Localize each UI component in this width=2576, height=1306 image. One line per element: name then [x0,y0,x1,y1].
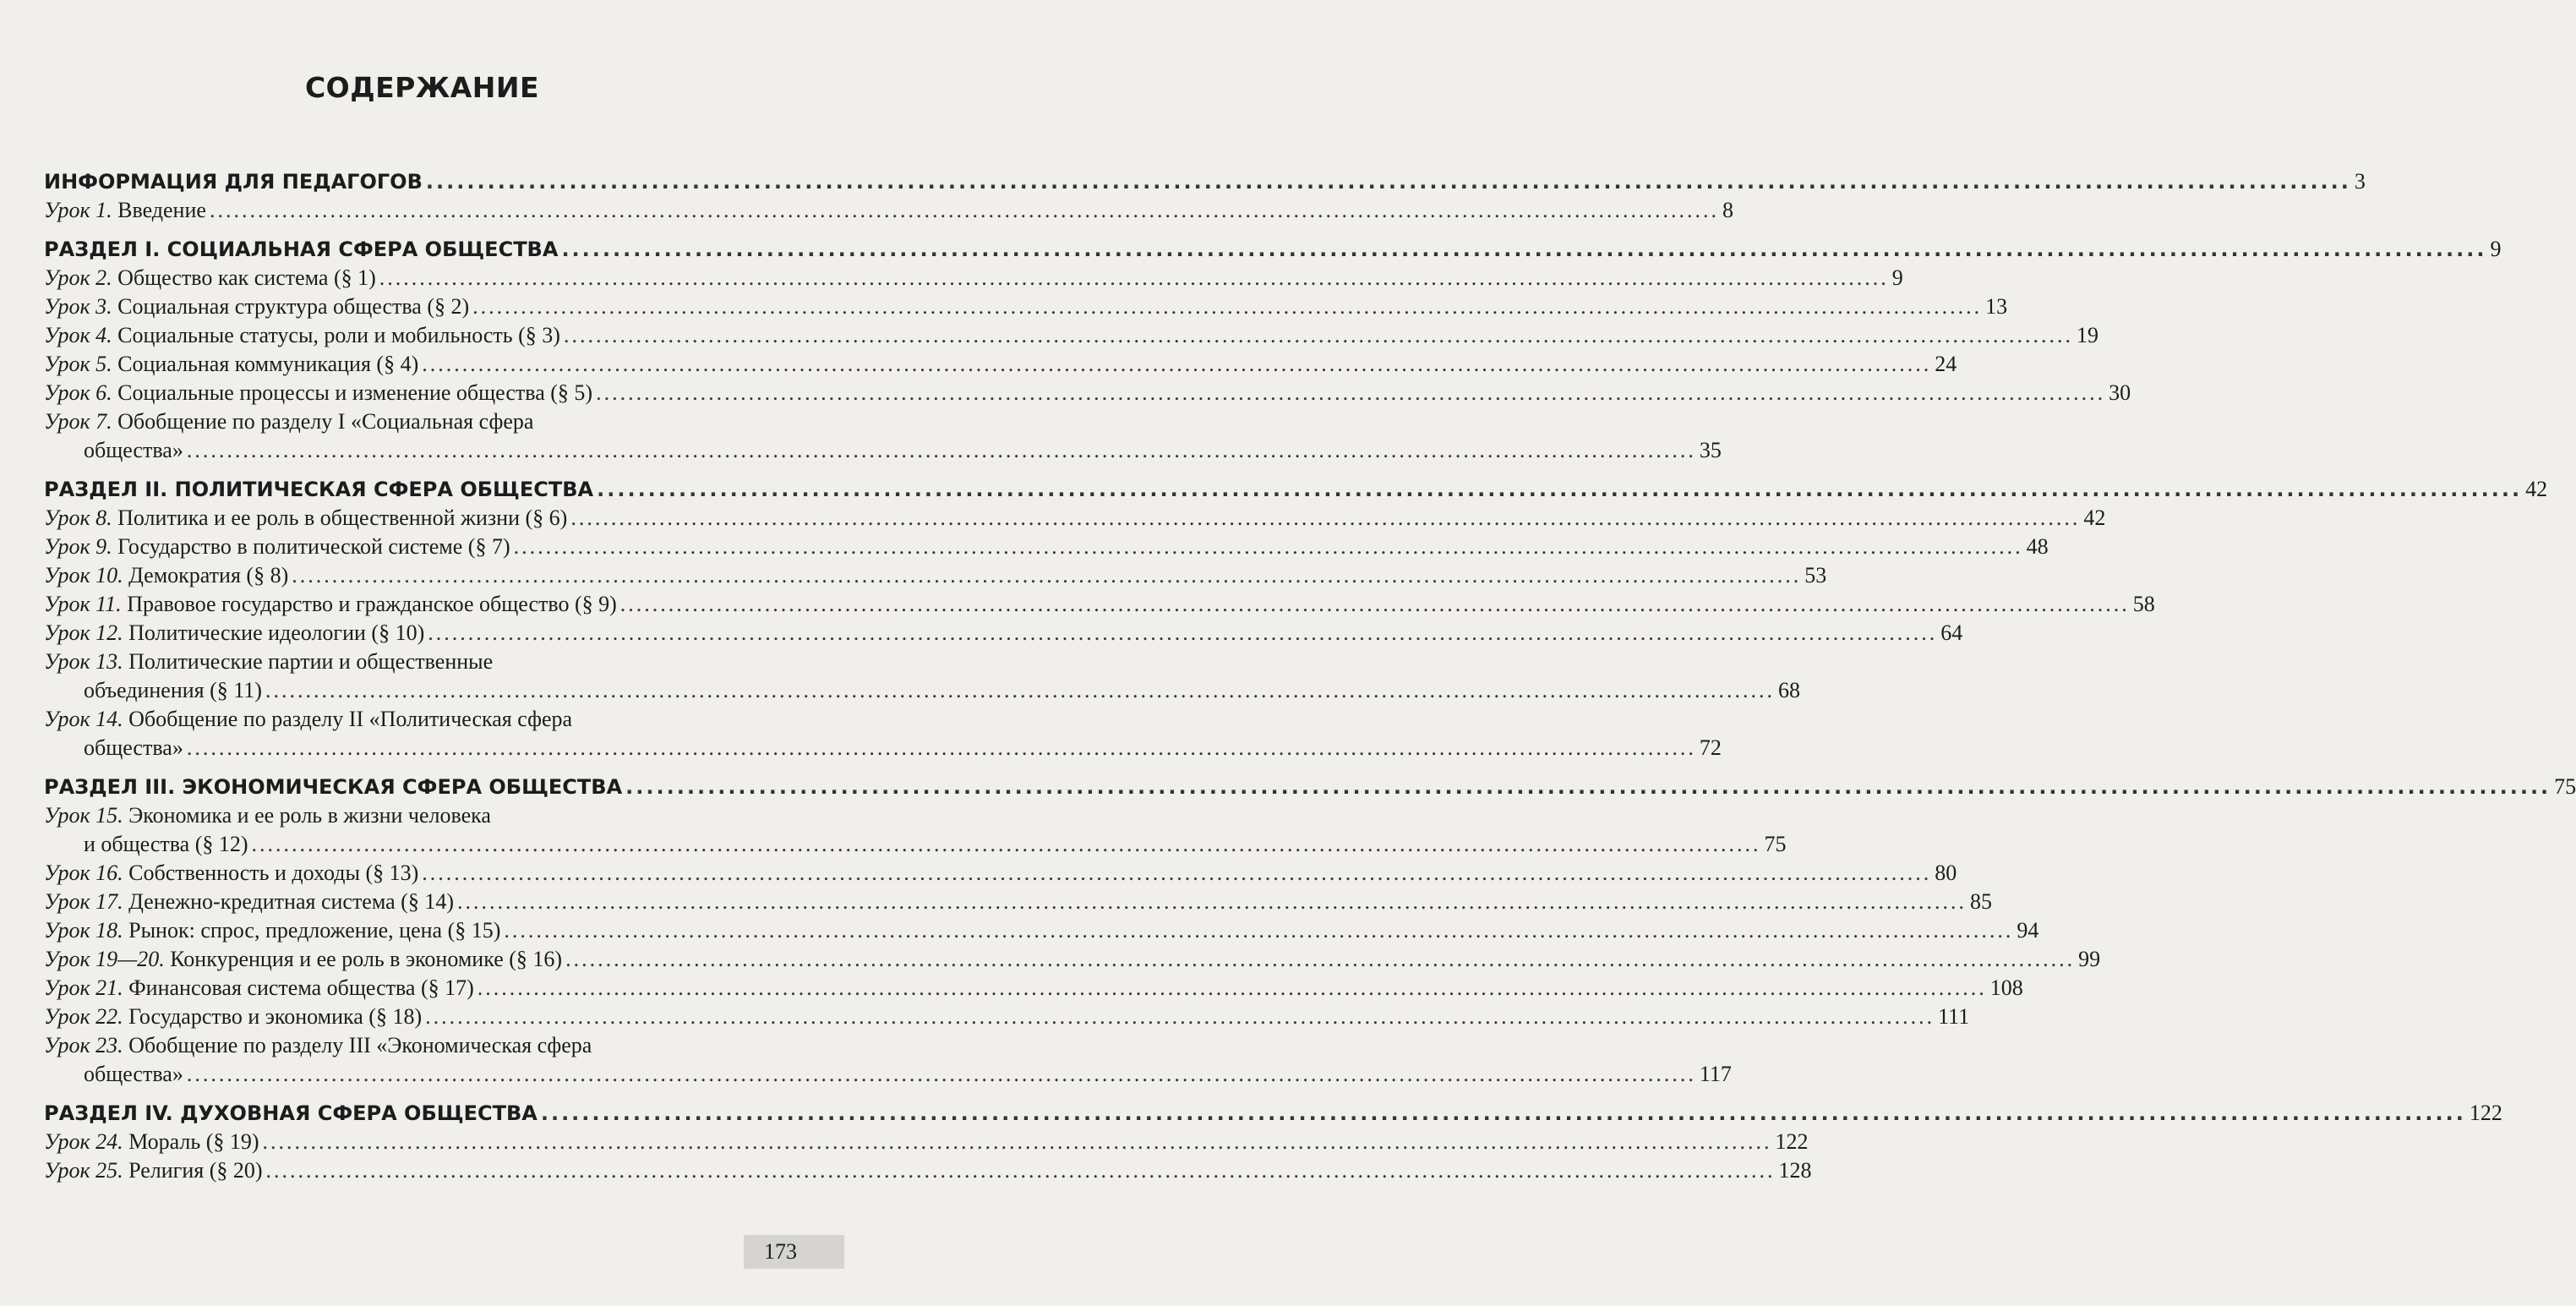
lesson-label: Урок 10. [44,563,123,587]
lesson-label: Урок 4. [44,323,112,347]
lesson-label: Урок 24. [44,1129,123,1154]
lesson-label: Урок 3. [44,294,112,319]
dot-leader: ............................................................................................................................................................................................ [540,1101,2466,1125]
toc-section-2[interactable] [44,475,2548,504]
lesson-label: Урок 8. [44,505,112,530]
lesson-title-continued: общества» [84,735,183,760]
toc-section-info[interactable] [44,167,2366,196]
lesson-label: Урок 12. [44,620,123,645]
lesson-title: Общество как система (§ 1) [112,265,376,290]
lesson-title: Мораль (§ 19) [123,1129,259,1154]
toc-section-3[interactable] [44,773,2576,801]
page-number: 80 [1935,861,1957,885]
page-number: 75 [1764,832,1787,856]
toc-entry-lesson-8[interactable] [44,504,2106,533]
lesson-title: Демократия (§ 8) [123,563,289,587]
lesson-label: Урок 1. [44,198,112,222]
lesson-title-continued: объединения (§ 11) [84,678,262,702]
page-number: 75 [2554,774,2576,799]
page-number: 42 [2525,477,2548,501]
lesson-label: Урок 21. [44,975,123,1000]
dot-leader: ............................................................................................................................................................................................ [265,1158,1776,1183]
page-number: 3 [2354,169,2366,194]
lesson-title: Социальные статусы, роли и мобильность (§ 3) [112,323,560,347]
lesson-label: Урок 19—20. [44,947,165,971]
toc-entry-lesson-12[interactable] [44,619,1963,648]
toc-entry-lesson-1[interactable] [44,196,1733,225]
toc-section-4[interactable] [44,1099,2502,1128]
lesson-label: Урок 22. [44,1004,123,1029]
lesson-label: Урок 15. [44,803,123,828]
toc-entry-lesson-23[interactable] [44,1031,1732,1089]
page-title: СОДЕРЖАНИЕ [304,71,540,104]
lesson-title: Экономика и ее роль в жизни человека [123,803,491,828]
lesson-title-continued: и общества (§ 12) [84,832,248,856]
page-number: 9 [1891,265,1903,290]
dot-leader: ............................................................................................................................................................................................ [477,975,1987,1000]
lesson-label: Урок 7. [44,409,112,434]
toc-entry-lesson-25[interactable] [44,1156,1812,1185]
toc-entry-lesson-6[interactable] [44,379,2131,407]
page-number: 68 [1777,678,1800,702]
page-number: 94 [2017,918,2039,943]
dot-leader: ............................................................................................................................................................................................ [265,678,1775,702]
section-title: РАЗДЕЛ I. СОЦИАЛЬНАЯ СФЕРА ОБЩЕСТВА [44,238,559,261]
lesson-title: Социальная коммуникация (§ 4) [112,352,419,376]
dot-leader: ............................................................................................................................................................................................ [570,505,2081,530]
page-number: 48 [2026,534,2049,559]
table-of-contents [44,167,2576,1185]
page-number: 99 [2078,947,2101,971]
page-number: 64 [1940,620,1963,645]
lesson-title: Финансовая система общества (§ 17) [123,975,474,1000]
toc-entry-lesson-22[interactable] [44,1003,1970,1031]
dot-leader: ............................................................................................................................................................................................ [456,889,1967,914]
page-number: 8 [1722,198,1733,222]
lesson-label: Урок 17. [44,889,123,914]
toc-entry-lesson-7[interactable] [44,407,1722,465]
lesson-label: Урок 13. [44,649,123,674]
lesson-label: Урок 18. [44,918,123,943]
lesson-label: Урок 2. [44,265,112,290]
dot-leader: ............................................................................................................................................................................................ [428,620,1938,645]
page-number: 35 [1699,438,1722,462]
toc-entry-lesson-19-20[interactable] [44,945,2101,974]
dot-leader: ............................................................................................................................................................................................ [596,380,2106,405]
dot-leader: ............................................................................................................................................................................................ [597,478,2523,501]
lesson-label: Урок 25. [44,1158,123,1183]
page-number: 108 [1989,975,2023,1000]
section-title: РАЗДЕЛ III. ЭКОНОМИЧЕСКАЯ СФЕРА ОБЩЕСТВА [44,775,623,799]
lesson-title: Конкуренция и ее роль в экономике (§ 16) [164,947,563,971]
lesson-title: Политические идеологии (§ 10) [123,620,425,645]
dot-leader: ............................................................................................................................................................................................ [561,238,2487,261]
page-number: 122 [1775,1129,1809,1154]
lesson-label: Урок 16. [44,861,123,885]
dot-leader: ............................................................................................................................................................................................ [186,1062,1696,1086]
lesson-title: Политические партии и общественные [123,649,494,674]
page-number: 30 [2109,380,2131,405]
section-title: РАЗДЕЛ IV. ДУХОВНАЯ СФЕРА ОБЩЕСТВА [44,1101,538,1125]
dot-leader: ............................................................................................................................................................................................ [379,265,1889,290]
page-number: 58 [2132,592,2155,616]
lesson-label: Урок 11. [44,592,122,616]
page-number: 24 [1935,352,1957,376]
page-number: 117 [1699,1062,1732,1086]
dot-leader: ............................................................................................................................................................................................ [422,861,1932,885]
dot-leader: ............................................................................................................................................................................................ [425,1004,1935,1029]
dot-leader: ............................................................................................................................................................................................ [472,294,1983,319]
dot-leader: ............................................................................................................................................................................................ [513,534,2023,559]
folio-page-number: 173 [744,1235,844,1269]
lesson-title: Государство в политической системе (§ 7) [112,534,510,559]
page-number: 72 [1699,735,1722,760]
dot-leader: ............................................................................................................................................................................................ [209,198,1719,222]
lesson-title: Социальные процессы и изменение общества (§ 5) [112,380,593,405]
lesson-title-continued: общества» [84,1062,183,1086]
page-number: 13 [1985,294,2008,319]
page-number: 85 [1969,889,1992,914]
toc-entry-lesson-2[interactable] [44,264,1903,292]
dot-leader: ............................................................................................................................................................................................ [625,775,2551,799]
lesson-title: Обобщение по разделу III «Экономическая сфера [123,1033,592,1057]
dot-leader: ............................................................................................................................................................................................ [251,832,1761,856]
lesson-label: Урок 23. [44,1033,123,1057]
toc-entry-lesson-16[interactable] [44,859,1957,888]
lesson-title: Социальная структура общества (§ 2) [112,294,470,319]
lesson-title-continued: общества» [84,438,183,462]
toc-entry-lesson-3[interactable] [44,292,2008,321]
dot-leader: ............................................................................................................................................................................................ [504,918,2014,943]
page-number: 9 [2490,237,2502,261]
page-number: 128 [1778,1158,1812,1183]
toc-entry-lesson-24[interactable] [44,1128,1809,1156]
page-number: 111 [1938,1004,1970,1029]
dot-leader: ............................................................................................................................................................................................ [186,438,1696,462]
lesson-label: Урок 14. [44,707,123,731]
page-number: 19 [2076,323,2098,347]
dot-leader: ............................................................................................................................................................................................ [292,563,1802,587]
lesson-title: Политика и ее роль в общественной жизни (§ 6) [112,505,568,530]
section-title: ИНФОРМАЦИЯ ДЛЯ ПЕДАГОГОВ [44,170,423,194]
dot-leader: ............................................................................................................................................................................................ [619,592,2130,616]
lesson-label: Урок 9. [44,534,112,559]
dot-leader: ............................................................................................................................................................................................ [186,735,1696,760]
lesson-title: Обобщение по разделу I «Социальная сфера [112,409,534,434]
dot-leader: ............................................................................................................................................................................................ [422,352,1932,376]
lesson-title: Денежно-кредитная система (§ 14) [123,889,454,914]
toc-entry-lesson-4[interactable] [44,321,2098,350]
page-number: 42 [2083,505,2106,530]
toc-section-1[interactable] [44,235,2502,264]
dot-leader: ............................................................................................................................................................................................ [565,947,2076,971]
lesson-label: Урок 5. [44,352,112,376]
lesson-title: Государство и экономика (§ 18) [123,1004,423,1029]
lesson-label: Урок 6. [44,380,112,405]
toc-entry-lesson-21[interactable] [44,974,2023,1003]
toc-entry-lesson-14[interactable] [44,705,1722,762]
toc-entry-lesson-17[interactable] [44,888,1992,916]
toc-entry-lesson-10[interactable] [44,561,1827,590]
dot-leader: ............................................................................................................................................................................................ [425,170,2351,194]
toc-entry-lesson-5[interactable] [44,350,1957,379]
section-title: РАЗДЕЛ II. ПОЛИТИЧЕСКАЯ СФЕРА ОБЩЕСТВА [44,478,594,501]
toc-entry-lesson-15[interactable] [44,801,1787,859]
lesson-title: Правовое государство и гражданское общество (§ 9) [121,592,617,616]
page-number: 122 [2469,1101,2502,1125]
lesson-title: Введение [112,198,206,222]
lesson-title: Собственность и доходы (§ 13) [123,861,419,885]
lesson-title: Религия (§ 20) [123,1158,263,1183]
dot-leader: ............................................................................................................................................................................................ [563,323,2073,347]
toc-entry-lesson-13[interactable] [44,648,1800,705]
toc-entry-lesson-18[interactable] [44,916,2039,945]
toc-entry-lesson-9[interactable] [44,533,2049,561]
dot-leader: ............................................................................................................................................................................................ [262,1129,1772,1154]
lesson-title: Рынок: спрос, предложение, цена (§ 15) [123,918,501,943]
toc-entry-lesson-11[interactable] [44,590,2155,619]
page-number: 53 [1804,563,1827,587]
lesson-title: Обобщение по разделу II «Политическая сфера [123,707,573,731]
